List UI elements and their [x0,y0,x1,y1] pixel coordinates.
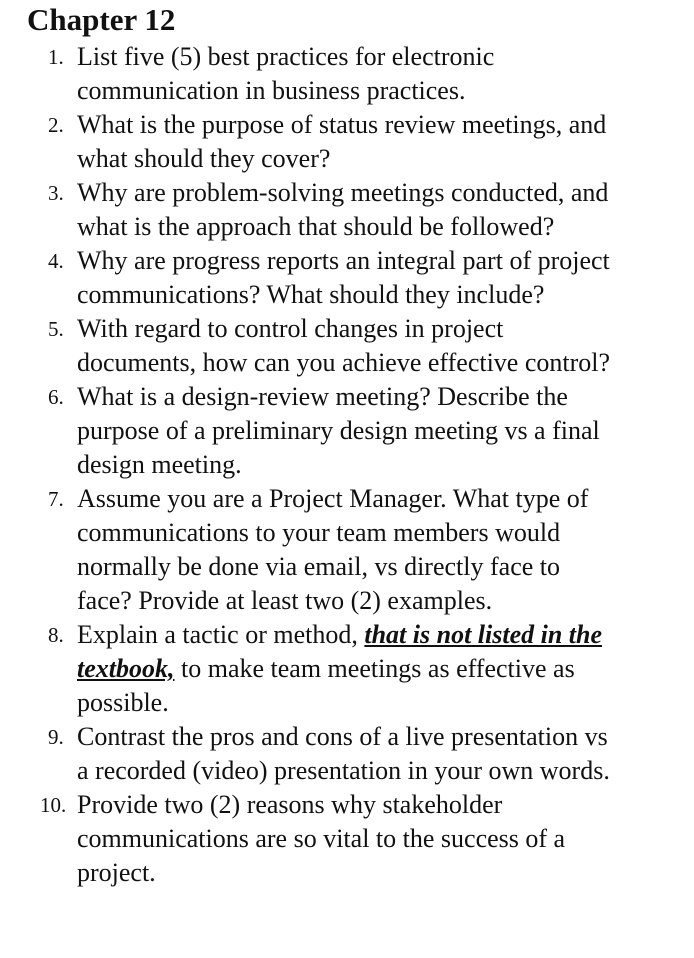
question-item-8 [0,618,694,720]
question-number: 10. [40,793,67,817]
question-item-6 [0,380,694,482]
question-line: Why are problem-solving meetings conducted, and [77,178,609,207]
question-line: Contrast the pros and cons of a live presentation vs [77,722,608,751]
question-line: What is a design-review meeting? Describe the [77,382,568,411]
question-line: what should they cover? [77,144,331,173]
question-number: 6. [48,385,64,409]
question-line [0,618,694,652]
question-item-10 [0,788,694,890]
question-line: communications to your team members would [77,518,561,547]
question-item-5 [0,312,694,380]
question-number: 3. [48,181,64,205]
question-number: 1. [48,45,64,69]
question-line: communications are so vital to the success of a [77,824,566,853]
question-number: 9. [48,725,64,749]
question-line: face? Provide at least two (2) examples. [77,586,493,615]
question-line: a recorded (video) presentation in your own words. [77,756,610,785]
question-line: possible. [77,688,169,717]
question-item-3 [0,176,694,244]
question-item-4 [0,244,694,312]
emphasis-text: that is not listed in the [364,620,603,649]
question-line: communication in business practices. [77,76,466,105]
question-line: Why are progress reports an integral part of project [77,246,610,275]
question-line: What is the purpose of status review meetings, and [77,110,607,139]
question-item-2 [0,108,694,176]
question-number: 8. [48,623,64,647]
text: Explain a tactic or method, [77,620,365,649]
question-number: 4. [48,249,64,273]
question-line: normally be done via email, vs directly face to [77,552,560,581]
question-line [0,652,694,686]
emphasis-text: textbook, [77,654,175,683]
question-item-9 [0,720,694,788]
question-line: With regard to control changes in project [77,314,504,343]
question-number: 2. [48,113,64,137]
question-line: Provide two (2) reasons why stakeholder [77,790,503,819]
question-item-7 [0,482,694,618]
question-line: design meeting. [77,450,242,479]
question-line: documents, how can you achieve effective control? [77,348,611,377]
question-list [0,40,694,890]
question-number: 7. [48,487,64,511]
question-line: communications? What should they include? [77,280,545,309]
chapter-title: Chapter 12 [27,2,176,37]
text: to make team meetings as effective as [174,654,575,683]
question-line: purpose of a preliminary design meeting vs a final [77,416,600,445]
question-line: project. [77,858,156,887]
question-item-1 [0,40,694,108]
question-line: Assume you are a Project Manager. What type of [77,484,589,513]
question-number: 5. [48,317,64,341]
question-line: List five (5) best practices for electronic [77,42,495,71]
question-line: what is the approach that should be followed? [77,212,555,241]
